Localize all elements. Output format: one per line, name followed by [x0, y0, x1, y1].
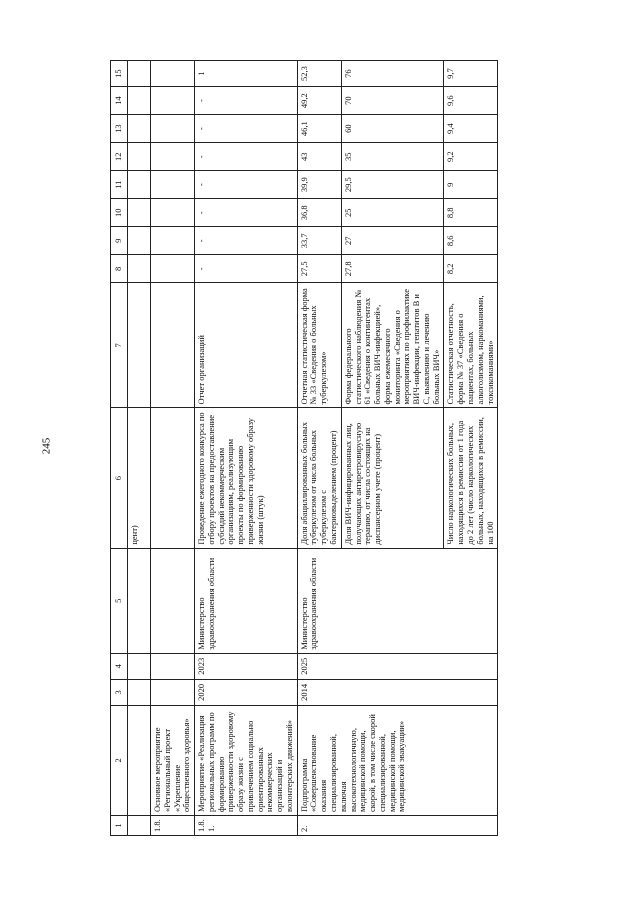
value-cell: 46,1: [297, 115, 341, 143]
value-cell: 27: [341, 227, 444, 255]
indicator: Доля ВИЧ-инфицированных лиц, получающих антиретровирусную терапию, от числа состоящих на диспансерном учете (процент): [341, 408, 444, 548]
continuation-row: [128, 61, 151, 836]
value-cell: 9: [444, 171, 498, 199]
indicator: [151, 408, 195, 548]
indicator: Число наркологических больных, находящихся в ремиссии от 1 года до 2 лет (число наркологических больных, находящихся в ремиссии, на 100: [444, 408, 498, 548]
start-year: [151, 679, 195, 705]
value-cell: 9,2: [444, 143, 498, 171]
value-cell: 27,8: [341, 255, 444, 283]
executor: Министерство здравоохранения области: [297, 548, 498, 653]
table-row: [195, 61, 298, 836]
table-row: [151, 61, 195, 836]
value-cell: [151, 199, 195, 227]
col-number: 4: [111, 653, 128, 679]
col-number: 8: [111, 255, 128, 283]
value-cell: 76: [341, 61, 444, 87]
col-number: 9: [111, 227, 128, 255]
value-cell: 36,8: [297, 199, 341, 227]
value-cell: [151, 87, 195, 115]
end-year: 2023: [195, 653, 298, 679]
continued-text: цент): [128, 408, 151, 548]
source: Отчетная статистическая форма № 33 «Сведения о больных туберкулезом»: [297, 283, 341, 408]
value-cell: [151, 227, 195, 255]
value-cell: -: [195, 255, 298, 283]
col-number: 15: [111, 61, 128, 87]
value-cell: 8,2: [444, 255, 498, 283]
value-cell: -: [195, 227, 298, 255]
value-cell: 9,6: [444, 87, 498, 115]
value-cell: 27,5: [297, 255, 341, 283]
value-cell: -: [195, 87, 298, 115]
row-number: 2.: [297, 815, 498, 835]
col-number: 1: [111, 815, 128, 835]
page-number: 245: [40, 437, 53, 455]
col-number: 11: [111, 171, 128, 199]
indicator: Доля абациллированных больных туберкулезом от числа больных туберкулезом с бактериовыделением (процент): [297, 408, 341, 548]
value-cell: 49,2: [297, 87, 341, 115]
source: Статистическая отчетность, форма № 37 «Сведения о пациентах, больных алкоголизмом, наркоманиями, токсикоманиями»: [444, 283, 498, 408]
row-number: 1.8.1.: [195, 815, 298, 835]
col-number: 13: [111, 115, 128, 143]
value-cell: 70: [341, 87, 444, 115]
value-cell: -: [195, 199, 298, 227]
value-cell: 35: [341, 143, 444, 171]
value-cell: 43: [297, 143, 341, 171]
program-name: Подпрограмма «Совершенствование оказания специализированной, включая высокотехнологичную, медицинской помощи, скорой, в том числе скорой специализированной, медицинской помощи, медицинской эвакуации»: [297, 705, 498, 815]
rotated-table-area: [110, 60, 526, 836]
end-year: [151, 653, 195, 679]
value-cell: [151, 115, 195, 143]
value-cell: 25: [341, 199, 444, 227]
row-number: 1.8.: [151, 815, 195, 835]
value-cell: 60: [341, 115, 444, 143]
value-cell: [151, 171, 195, 199]
col-number: 10: [111, 199, 128, 227]
value-cell: 29,5: [341, 171, 444, 199]
program-name: Основное мероприятие «Региональный проект «Укрепление общественного здоровья»: [151, 705, 195, 815]
start-year: 2014: [297, 679, 498, 705]
indicators-table: [110, 60, 498, 836]
source: Форма федерального статистического наблюдения № 61 «Сведения о контингентах больных ВИЧ-инфекцией», форма ежемесячного мониторинга «Сведения о мероприятиях по профилактике ВИЧ-инфекции, гепатитов В и С, выявлению и лечению больных ВИЧ»: [341, 283, 444, 408]
value-cell: 8,6: [444, 227, 498, 255]
value-cell: 39,9: [297, 171, 341, 199]
col-number: 3: [111, 679, 128, 705]
value-cell: 9,7: [444, 61, 498, 87]
executor: [151, 548, 195, 653]
value-cell: -: [195, 143, 298, 171]
value-cell: 8,8: [444, 199, 498, 227]
col-number: 6: [111, 408, 128, 548]
program-name: Мероприятие «Реализация региональных программ по формированию приверженности здоровому образу жизни с привлечением социально ориентированных некоммерческих организаций и волонтерских движений»: [195, 705, 298, 815]
source: [151, 283, 195, 408]
value-cell: [151, 255, 195, 283]
value-cell: 33,7: [297, 227, 341, 255]
col-number: 5: [111, 548, 128, 653]
source: Отчет организаций: [195, 283, 298, 408]
col-number: 7: [111, 283, 128, 408]
column-number-row: [111, 61, 128, 836]
value-cell: [151, 143, 195, 171]
indicator: Проведение ежегодного конкурса по отбору проектов на предоставление субсидий некоммерческим организациям, реализующим проекты по формированию приверженности здоровому образу жизни (штук): [195, 408, 298, 548]
value-cell: 52,3: [297, 61, 341, 87]
value-cell: [151, 61, 195, 87]
value-cell: -: [195, 171, 298, 199]
value-cell: 1: [195, 61, 298, 87]
value-cell: 9,4: [444, 115, 498, 143]
end-year: 2025: [297, 653, 498, 679]
executor: Министерство здравоохранения области: [195, 548, 298, 653]
value-cell: -: [195, 115, 298, 143]
col-number: 14: [111, 87, 128, 115]
col-number: 2: [111, 705, 128, 815]
table-row: [297, 61, 341, 836]
start-year: 2020: [195, 679, 298, 705]
col-number: 12: [111, 143, 128, 171]
